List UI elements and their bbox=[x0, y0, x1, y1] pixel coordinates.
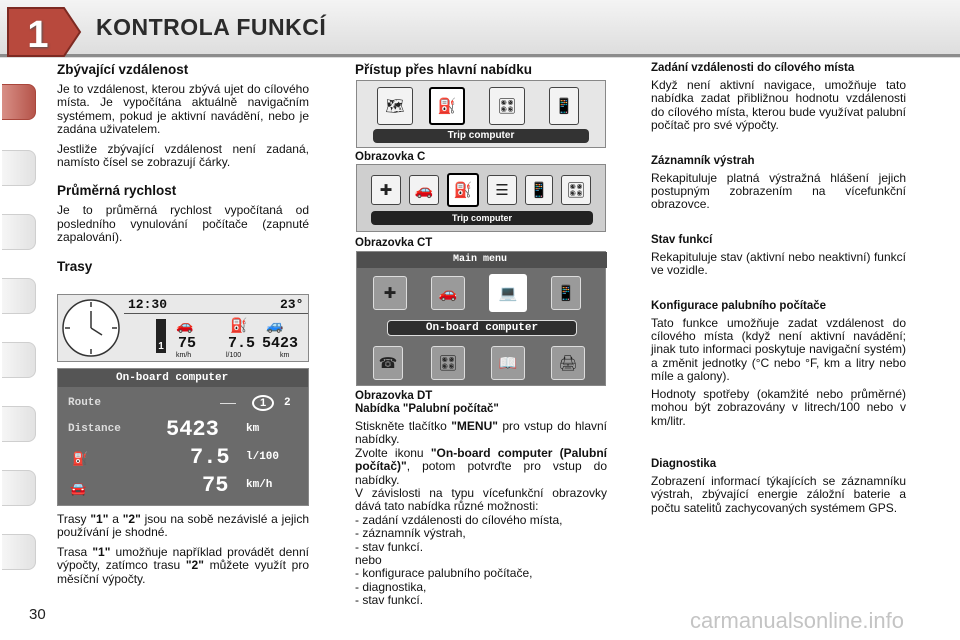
sliders-icon[interactable]: 🎛 bbox=[489, 87, 525, 125]
watermark: carmanualsonline.info bbox=[690, 608, 905, 633]
trips-description bbox=[57, 513, 309, 586]
screen-ct bbox=[356, 164, 606, 232]
fuel-pump-icon[interactable]: ⛽ bbox=[447, 173, 479, 207]
option-list-item: - stav funkcí. bbox=[355, 539, 424, 554]
heading-destination-distance: Zadání vzdálenosti do cílového místa bbox=[651, 62, 855, 74]
screen-dt bbox=[356, 251, 606, 386]
alert-log-text: Rekapituluje platná výstražná hlášení jejich postupným zobrazením na vícefunkční obrazovce. bbox=[651, 170, 906, 212]
trips-text-2: Trasa "1" umožňuje například provádět denní výpočty, zatímco trasu "2" můžete využít pro měsíční výpočty. bbox=[57, 544, 309, 586]
book-icon[interactable]: 📖 bbox=[491, 346, 525, 380]
caption-screen-c: Obrazovka C bbox=[355, 151, 426, 163]
right-column bbox=[651, 62, 906, 515]
obc-consumption-unit: l/100 bbox=[246, 451, 280, 463]
strip-tab-8[interactable] bbox=[2, 534, 36, 570]
dt-main-menu-title: Main menu bbox=[453, 254, 508, 265]
step-options: V závislosti na typu vícefunkční obrazovky dává tato nabídka různé možnosti: bbox=[355, 486, 607, 514]
trip-display-screen bbox=[57, 294, 309, 362]
clock-icon bbox=[60, 297, 122, 359]
phone-icon[interactable]: 📱 bbox=[549, 87, 579, 125]
middle-column-text bbox=[355, 390, 607, 608]
fuel-pump-icon: ⛽ bbox=[72, 451, 89, 466]
globe-icon[interactable]: ✚ bbox=[373, 276, 407, 310]
clock-readout: 12:30 bbox=[128, 297, 168, 312]
trips-text-1: Trasy "1" a "2" jsou na sobě nezávislé a jejich používání je shodné. bbox=[57, 512, 310, 540]
page-title: KONTROLA FUNKCÍ bbox=[96, 14, 327, 40]
strip-tab-2[interactable] bbox=[2, 150, 36, 186]
list-icon[interactable]: ☰ bbox=[487, 175, 517, 205]
heading-trips: Trasy bbox=[57, 258, 93, 274]
obc-distance-value: 5423 bbox=[166, 417, 219, 442]
trip-distance-unit: km bbox=[280, 352, 290, 359]
left-column bbox=[57, 62, 309, 274]
diagnostics-text: Zobrazení informací týkajících se záznamníku výstrah, zbývající energie záložní baterie a počtu satelitů zachycovaných systémem GPS. bbox=[651, 473, 906, 515]
obc-distance-label: Distance bbox=[68, 423, 121, 435]
obc-route-1[interactable]: 1 bbox=[252, 395, 274, 411]
globe-icon[interactable]: ✚ bbox=[371, 175, 401, 205]
chapter-number: 1 bbox=[27, 14, 49, 56]
remaining-distance-text-1: Je to vzdálenost, kterou zbývá ujet do cílového místa. Je vypočítána aktuálně navigačním systémem, pokud je aktivní navádění, nebo je zadána uživatelem. bbox=[57, 82, 309, 137]
option-list-item: - diagnostika, bbox=[355, 579, 427, 594]
heading-remaining-distance: Zbývající vzdálenost bbox=[57, 62, 189, 77]
onboard-computer-screen bbox=[57, 368, 309, 506]
page-number: 30 bbox=[29, 606, 46, 623]
function-status-text: Rekapituluje stav (aktivní nebo neaktivní) funkcí ve vozidle. bbox=[651, 249, 906, 278]
obc-title: On-board computer bbox=[116, 372, 229, 384]
fuel-pump-icon[interactable]: ⛽ bbox=[429, 87, 465, 125]
obc-consumption-value: 7.5 bbox=[190, 445, 230, 470]
or-text: nebo bbox=[355, 553, 382, 568]
screen-ct-selection-bar[interactable]: Trip computer bbox=[371, 211, 593, 225]
computer-config-text-2: Hodnoty spotřeby (okamžité nebo průměrné) mohou být zobrazovány v litrech/100 nebo v km/litr. bbox=[651, 386, 906, 428]
printer-icon[interactable]: 🖨 bbox=[551, 346, 585, 380]
trip-speed-unit: km/h bbox=[176, 352, 192, 359]
strip-tab-7[interactable] bbox=[2, 470, 36, 506]
strip-tab-6[interactable] bbox=[2, 406, 36, 442]
obc-route-2[interactable]: 2 bbox=[284, 397, 291, 409]
option-list-item: - stav funkcí. bbox=[355, 593, 424, 608]
caption-screen-ct: Obrazovka CT bbox=[355, 237, 433, 249]
trip-consumption-unit: l/100 bbox=[226, 352, 242, 359]
obc-route-label: Route bbox=[68, 397, 102, 409]
globe-icon[interactable]: 🗺 bbox=[377, 87, 413, 125]
option-list-item: - záznamník výstrah, bbox=[355, 526, 466, 541]
car-icon[interactable]: 🚗 bbox=[431, 276, 465, 310]
obc-speed-unit: km/h bbox=[246, 479, 273, 491]
sliders-icon[interactable]: 🎛 bbox=[431, 346, 465, 380]
option-list-item: - konfigurace palubního počítače, bbox=[355, 566, 533, 581]
phone-icon[interactable]: ☎ bbox=[373, 346, 403, 380]
trip-speed-value: 75 bbox=[178, 335, 197, 352]
heading-diagnostics: Diagnostika bbox=[651, 457, 717, 470]
destination-distance-text: Když není aktivní navigace, umožňuje tato nabídka zadat přibližnou hodnotu vzdálenosti do cílového místa, kterou bude využívat palubní počítač pro své výpočty. bbox=[651, 78, 906, 133]
obc-distance-unit: km bbox=[246, 423, 260, 435]
sliders-icon[interactable]: 🎛 bbox=[561, 175, 591, 205]
heading-computer-config: Konfigurace palubního počítače bbox=[651, 299, 827, 312]
car-icon: 🚗 bbox=[176, 317, 194, 333]
phone-icon[interactable]: 📱 bbox=[525, 175, 553, 205]
dt-selection-bar[interactable]: On-board computer bbox=[387, 320, 577, 336]
car-flag-icon: 🚙 bbox=[266, 317, 284, 333]
chapter-strip bbox=[0, 62, 40, 622]
caption-screen-dt: Obrazovka DT bbox=[355, 390, 433, 402]
strip-tab-4[interactable] bbox=[2, 278, 36, 314]
strip-tab-5[interactable] bbox=[2, 342, 36, 378]
heading-onboard-computer-menu: Nabídka "Palubní počítač" bbox=[355, 403, 499, 415]
car-icon: 🚘 bbox=[70, 481, 87, 496]
computer-config-text-1: Tato funkce umožňuje zadat vzdálenost do cílového místa (když není aktivní navádění; jinak tuto informaci poskytuje navigační systém) a změnit jednotky (°C nebo °F, km a litry nebo míle a galony). bbox=[651, 315, 906, 384]
obc-speed-value: 75 bbox=[202, 473, 229, 498]
screen-c bbox=[356, 80, 606, 148]
step-select: Zvolte ikonu "On-board computer (Palubní počítač)", potom potvrďte pro vstup do nabídky. bbox=[355, 445, 607, 487]
average-speed-text: Je to průměrná rychlost vypočítaná od posledního vynulování počítače (zapnuté zapalování). bbox=[57, 203, 309, 245]
header-divider bbox=[0, 54, 960, 57]
car-icon[interactable]: 🚗 bbox=[409, 175, 439, 205]
option-list-item: - zadání vzdálenosti do cílového místa, bbox=[355, 512, 563, 527]
heading-main-menu-access: Přístup přes hlavní nabídku bbox=[355, 62, 533, 77]
heading-function-status: Stav funkcí bbox=[651, 233, 713, 246]
step-menu: Stiskněte tlačítko "MENU" pro vstup do hlavní nabídky. bbox=[355, 419, 608, 447]
temperature-readout: 23° bbox=[280, 297, 304, 312]
phone-icon[interactable]: 📱 bbox=[551, 276, 581, 310]
trip-number-badge: 1 bbox=[156, 319, 166, 353]
middle-column-heading bbox=[355, 62, 607, 77]
fuel-can-icon: ⛽ bbox=[230, 317, 248, 333]
remaining-distance-text-2: Jestliže zbývající vzdálenost není zadaná, namísto čísel se zobrazují čárky. bbox=[57, 141, 309, 170]
heading-alert-log: Záznamník výstrah bbox=[651, 154, 755, 167]
trip-distance-value: 5423 bbox=[262, 335, 299, 352]
trip-consumption-value: 7.5 bbox=[228, 335, 256, 352]
strip-tab-1[interactable] bbox=[2, 84, 36, 120]
strip-tab-3[interactable] bbox=[2, 214, 36, 250]
monitor-icon[interactable]: 💻 bbox=[489, 274, 527, 312]
screen-c-selection-bar[interactable]: Trip computer bbox=[373, 129, 589, 143]
heading-average-speed: Průměrná rychlost bbox=[57, 183, 177, 199]
